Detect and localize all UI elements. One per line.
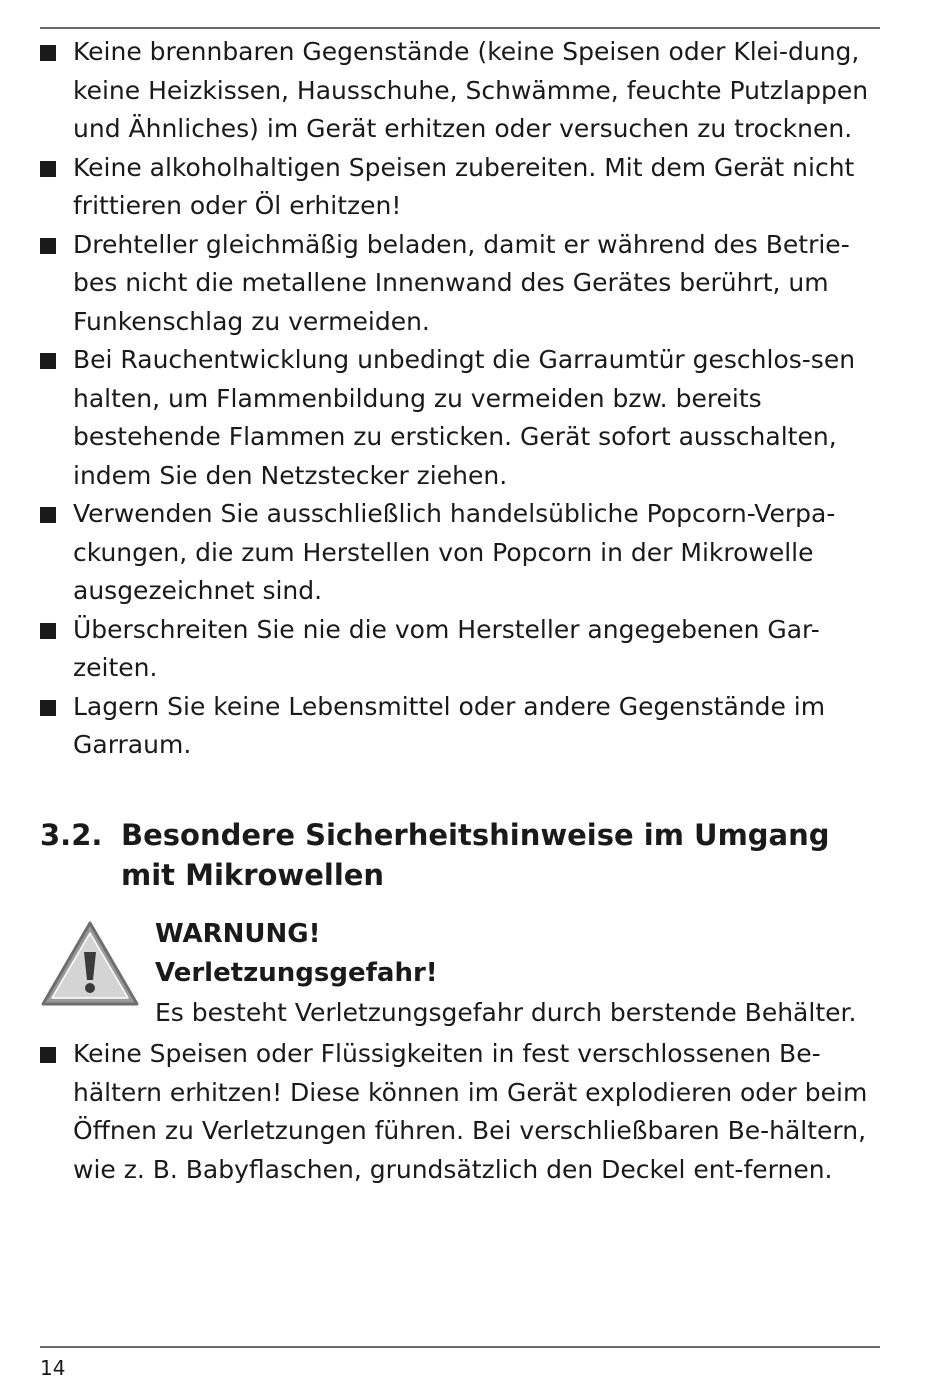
square-bullet-icon (40, 700, 56, 716)
list-item (40, 495, 890, 611)
section-title: Besondere Sicherheitshinweise im Umgang mit Mikrowellen (121, 818, 830, 892)
warning-block (155, 915, 895, 1032)
list-item-text: Keine Speisen oder Flüssigkeiten in fest verschlossenen Be-hältern erhitzen! Diese können im Gerät explodieren oder beim Öffnen zu Verletzungen führen. Bei verschließbaren Be-hältern, wie z. B. Babyflaschen, grundsätzlich den Deckel ent-fernen. (73, 1039, 868, 1184)
warning-triangle-icon (40, 920, 140, 1008)
square-bullet-icon (40, 45, 56, 61)
list-item (40, 33, 890, 149)
section-heading (40, 815, 890, 895)
square-bullet-icon (40, 623, 56, 639)
list-item (40, 611, 890, 688)
warning-subtitle: Verletzungsgefahr! (155, 958, 438, 988)
list-item (40, 149, 890, 226)
list-item (40, 1035, 890, 1189)
page-number: 14 (40, 1356, 66, 1380)
top-rule (40, 27, 880, 29)
list-item-text: Überschreiten Sie nie die vom Hersteller angegebenen Gar-zeiten. (73, 614, 820, 682)
square-bullet-icon (40, 238, 56, 254)
list-item-text: Keine alkoholhaltigen Speisen zubereiten. Mit dem Gerät nicht frittieren oder Öl erhitzen! (73, 152, 855, 220)
square-bullet-icon (40, 507, 56, 523)
warning-text: Es besteht Verletzungsgefahr durch berstende Behälter. (155, 998, 857, 1027)
list-item (40, 226, 890, 342)
square-bullet-icon (40, 1047, 56, 1063)
safety-list-top (40, 33, 890, 765)
square-bullet-icon (40, 161, 56, 177)
safety-list-bottom (40, 1035, 890, 1189)
bottom-rule (40, 1346, 880, 1348)
list-item-text: Bei Rauchentwicklung unbedingt die Garraumtür geschlos-sen halten, um Flammenbildung zu vermeiden bzw. bereits bestehende Flammen zu ersticken. Gerät sofort ausschalten, indem Sie den Netzstecker ziehen. (73, 345, 856, 490)
warning-title: WARNUNG! (155, 919, 321, 949)
list-item-text: Lagern Sie keine Lebensmittel oder andere Gegenstände im Garraum. (73, 691, 826, 759)
section-number: 3.2. (40, 818, 103, 852)
list-item-text: Keine brennbaren Gegenstände (keine Speisen oder Klei-dung, keine Heizkissen, Hausschuhe, Schwämme, feuchte Putzlappen und Ähnliches) im Gerät erhitzen oder versuchen zu trocknen. (73, 37, 869, 143)
list-item (40, 688, 890, 765)
square-bullet-icon (40, 353, 56, 369)
list-item (40, 341, 890, 495)
list-item-text: Verwenden Sie ausschließlich handelsübliche Popcorn-Verpa-ckungen, die zum Herstellen von Popcorn in der Mikrowelle ausgezeichnet sind. (73, 499, 836, 605)
list-item-text: Drehteller gleichmäßig beladen, damit er während des Betrie-bes nicht die metallene Innenwand des Gerätes berührt, um Funkenschlag zu vermeiden. (73, 229, 850, 336)
